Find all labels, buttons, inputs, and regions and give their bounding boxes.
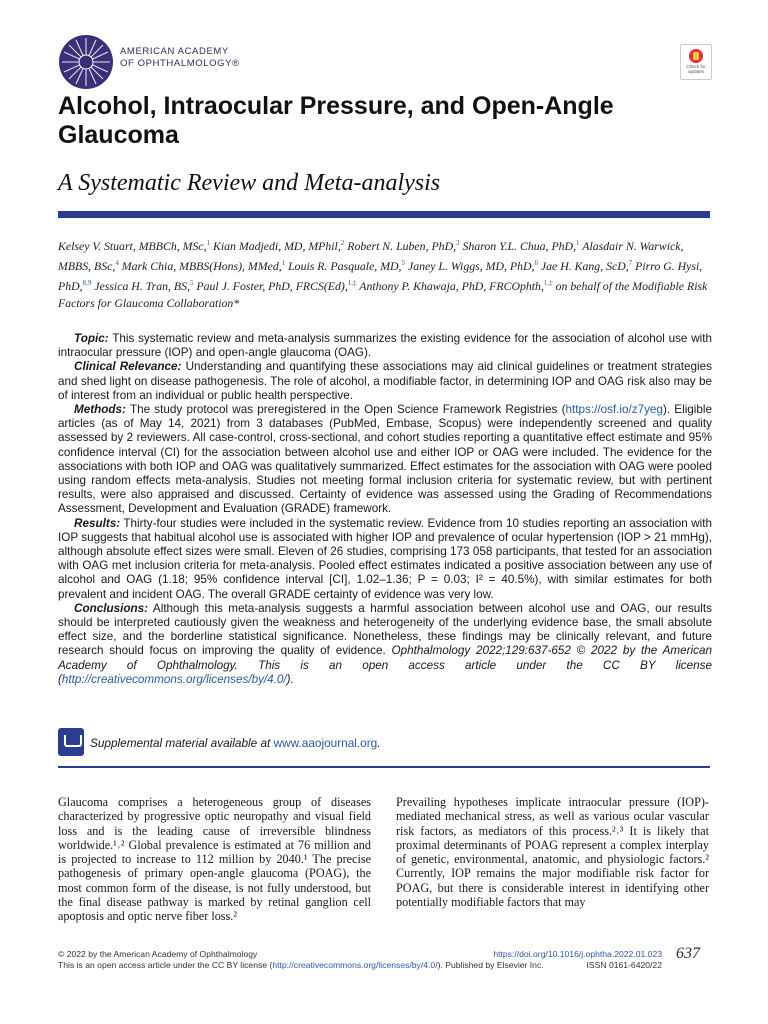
author-name: Jessica H. Tran, BS, [94,279,190,294]
supplemental-note: Supplemental material available at www.aaojournal.org. [58,728,708,758]
abstract [58,332,712,687]
author-affiliation[interactable]: 5 [189,279,194,288]
footer-doi [470,949,662,971]
footer-license-link[interactable]: http://creativecommons.org/licenses/by/4.0/ [272,960,438,970]
issn: ISSN 0161-6420/22 [586,960,662,970]
author-name: Anthony P. Khawaja, PhD, FRCOphth, [359,279,544,294]
abstract-relevance: Clinical Relevance: Understanding and quantifying these associations may aid clinical guidelines or treatment strategies and shed light on disease pathogenesis. The role of alcohol, a modifiable factor, in determining IOP and OAG risk also may be of interest from an individual or public health perspective. [58,360,712,402]
author-affiliation[interactable]: 1 [281,259,286,268]
abstract-topic: Topic: This systematic review and meta-analysis summarizes the existing evidence for the association of alcohol use with intraocular pressure (IOP) and open-angle glaucoma (OAG). [58,332,712,360]
author-name: Paul J. Foster, PhD, FRCS(Ed), [196,279,348,294]
author-affiliation[interactable]: 7 [628,259,633,268]
author-name: Kelsey V. Stuart, MBBCh, MSc, [58,238,207,253]
author-name: Mark Chia, MBBS(Hons), MMed, [121,259,282,274]
body-column-left: Glaucoma comprises a heterogeneous group of diseases characterized by progressive optic neuropathy and visual field loss and is the leading cause of irreversible blindness worldwide.¹˒² Global prevalence is estimated at 76 million and is projected to increase to 112 million by 2040.¹ The precise pathogenesis of primary open-angle glaucoma (POAG), the most common form of the disease, is not fully understood, but the final disease pathway is marked by retinal ganglion cell apoptosis and optic nerve fiber loss.² [58,795,371,924]
results-label: Results: [74,516,121,530]
doi-link[interactable]: https://doi.org/10.1016/j.ophtha.2022.01.023 [493,949,662,959]
abstract-methods: Methods: The study protocol was preregistered in the Open Science Framework Registries (https://osf.io/z7yeg). Eligible articles (as of May 14, 2021) from 3 databases (PubMed, Embase, Scopus) were independently screened and quality assessed by 2 reviewers. All case-control, cross-sectional, and cohort studies reporting a quantitative effect estimate and 95% confidence interval (CI) for the association between alcohol use and either IOP or OAG were included. The evidence for the associations with both IOP and OAG was qualitatively summarized. Effect estimates for the association with OAG were pooled using random effects meta-analysis. Studies not meeting formal inclusion criteria for systematic review, but with pertinent results, were also appraised and discussed. Certainty of evidence was assessed using the Grading of Recommendations Assessment, Development and Evaluation (GRADE) framework. [58,403,712,516]
author-list [58,235,714,313]
aaojournal-link[interactable]: www.aaojournal.org [273,736,378,750]
methods-label: Methods: [74,403,126,417]
author-name: Kian Madjedi, MD, MPhil, [213,238,341,253]
aao-logo-icon [58,34,114,90]
check-updates-label: Check for updates [686,64,706,74]
author-affiliation[interactable]: 5 [401,259,406,268]
society-name [120,46,240,70]
author-affiliation[interactable]: 1,‡ [543,279,553,288]
body-column-right: Prevailing hypotheses implicate intraocular pressure (IOP)-mediated mechanical stress, as well as various ocular vascular risk factors, as mediators of this process.²˒³ It is likely that proximal determinants of POAG represent a complex interplay of genetic, environmental, anatomic, and physiologic factors.² Currently, IOP remains the major modifiable risk factor for POAG, but there is considerable interest in identifying other potentially modifiable factors that may [396,795,709,910]
author-name: Janey L. Wiggs, MD, PhD, [407,259,535,274]
author-affiliation[interactable]: 3 [456,239,460,247]
relevance-label: Clinical Relevance: [74,360,182,374]
author-name: on behalf of the Modifiable Risk Factors for Glaucoma Collaboration* [58,279,708,311]
abstract-conclusions: Conclusions: Although this meta-analysis suggests a harmful association between alcohol use and OAG, our results should be interpreted cautiously given the weakness and heterogeneity of the underlying evidence base, the small absolute effect size, and the borderline statistical significance. Nonetheless, these findings may be clinically relevant, and future research should focus on improving the quality of evidence. Ophthalmology 2022;129:637-652 © 2022 by the American Academy of Ophthalmology. This is an open access article under the CC BY license (http://creativecommons.org/licenses/by/4.0/). [58,601,712,686]
author-name: Pirro G. Hysi, PhD, [58,259,703,294]
title-divider [58,211,710,218]
author-name: Robert N. Luben, PhD, [347,238,457,253]
article-title: Alcohol, Intraocular Pressure, and Open-Angle Glaucoma [58,92,614,149]
author-affiliation[interactable]: 1,‡ [347,279,357,288]
conclusions-label: Conclusions: [74,601,149,615]
author-affiliation[interactable]: 1 [576,239,580,247]
author-name: Jae H. Kang, ScD, [540,259,629,274]
crossmark-icon [689,49,703,63]
journal-citation: Ophthalmology 2022;129:637-652 © 2022 by the American Academy of Ophthalmology. This is an open access article under the CC BY license ( [58,644,712,686]
author-affiliation[interactable]: 8,9 [82,279,92,288]
book-icon [58,728,84,756]
author-affiliation[interactable]: 4 [115,259,119,268]
article-subtitle: A Systematic Review and Meta-analysis [58,170,441,196]
author-affiliation[interactable]: 1 [206,239,211,247]
author-name: Alasdair N. Warwick, MBBS, BSc, [58,238,684,274]
section-divider [58,766,710,768]
license-link[interactable]: http://creativecommons.org/licenses/by/4.0/ [61,672,287,686]
author-name: Louis R. Pasquale, MD, [288,259,402,274]
footer-copyright: © 2022 by the American Academy of Ophthalmology This is an open access article under the CC BY license (http://creativecommons.org/licenses/by/4.0/). Published by Elsevier Inc. [58,949,544,970]
topic-label: Topic: [74,332,109,345]
author-affiliation[interactable]: 2 [340,239,345,247]
author-affiliation[interactable]: 6 [534,259,538,268]
page-number: 637 [676,945,700,962]
society-line-1: AMERICAN ACADEMY [120,46,229,57]
society-line-2: OF OPHTHALMOLOGY® [120,58,240,69]
osf-link[interactable]: https://osf.io/z7yeg [565,403,663,417]
check-for-updates-badge[interactable] [680,44,712,80]
abstract-results: Results: Thirty-four studies were included in the systematic review. Evidence from 10 studies reporting an association with IOP suggests that habitual alcohol use is associated with higher IOP and prevalence of ocular hypertension (IOP > 21 mmHg), although absolute effect sizes were small. Eleven of 26 studies, comprising 173 058 participants, that tested for an association with OAG met inclusion criteria for meta-analysis. Pooled effect estimates indicated a positive association between any use of alcohol and OAG (1.18; 95% confidence interval [CI], 1.02–1.36; P = 0.03; I² = 40.5%), with similar estimates for both prevalent and incident OAG. The overall GRADE certainty of evidence was very low. [58,516,712,601]
author-name: Sharon Y.L. Chua, PhD, [462,238,577,253]
